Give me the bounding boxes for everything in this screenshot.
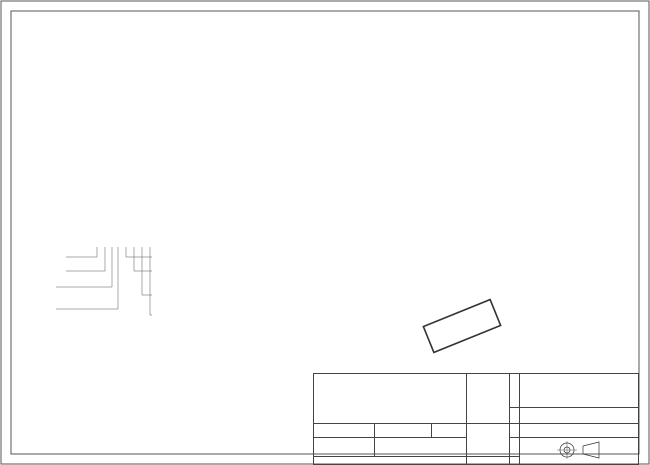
- tolerance-box: [467, 374, 510, 424]
- business-stamp: [423, 300, 500, 353]
- tolerance-values: [467, 424, 510, 457]
- title-block: [313, 373, 639, 465]
- projection-symbol: [551, 438, 607, 462]
